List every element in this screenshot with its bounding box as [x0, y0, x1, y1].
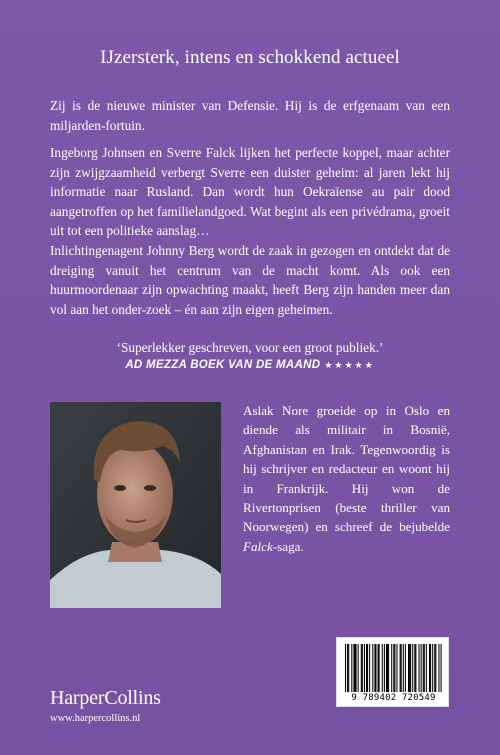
author-bio-text: Aslak Nore groeide op in Oslo en diende als militair in Bosnië, Afghanistan en Irak. Tegenwoordig is hij schrijver en redacteur en woont hij in Frankrijk. Hij won de Rivertonprisen (beste thriller van Noorwegen) en schreef de bejubelde — [243, 403, 450, 535]
review-quote: ‘Superlekker geschreven, voor een groot publiek.’ — [116, 340, 384, 355]
rating-stars-icon: ★★★★★ — [324, 360, 375, 370]
barcode — [336, 637, 449, 707]
barcode-number: 9 789402 720549 — [351, 693, 436, 703]
author-bio-book-title: Falck — [243, 538, 273, 554]
barcode-bars — [337, 638, 450, 694]
author-portrait-image — [50, 402, 221, 608]
author-bio-suffix: -saga. — [272, 538, 304, 554]
review-source — [0, 359, 500, 371]
review-source-label: AD MEZZA BOEK VAN DE MAAND — [125, 359, 321, 371]
publisher-logo: HarperCollins — [50, 687, 161, 709]
author-photo — [50, 402, 221, 608]
tagline: IJzersterk, intens en schokkend actueel — [100, 47, 400, 68]
blurb-paragraph-3: Inlichtingenagent Johnny Berg wordt de zaak in gezogen en ontdekt dat de dreiging vanuit het centrum van de macht komt. Als ook een huurmoordenaar zijn opwachting maakt, heeft Berg zijn handen meer dan vol aan het onder-zoek – én aan zijn eigen geheimen. — [50, 243, 450, 317]
publisher-website: www.harpercollins.nl — [50, 713, 141, 724]
blurb-paragraph-2: Ingeborg Johnsen en Sverre Falck lijken het perfecte koppel, maar achter zijn zwijgzaamheid verbergt Sverre een duister geheim: al jaren lekt hij informatie naar Rusland. Dan wordt hun Oekraïense au pair dood aangetroffen op het familielandgoed. Wat begint als een privédrama, groeit uit tot een politieke aanslag… — [50, 145, 450, 239]
author-bio — [243, 401, 450, 556]
blurb-paragraph-1: Zij is de nieuwe minister van Defensie. Hij is de erfgenaam van een miljarden-fortuin. — [50, 98, 450, 133]
